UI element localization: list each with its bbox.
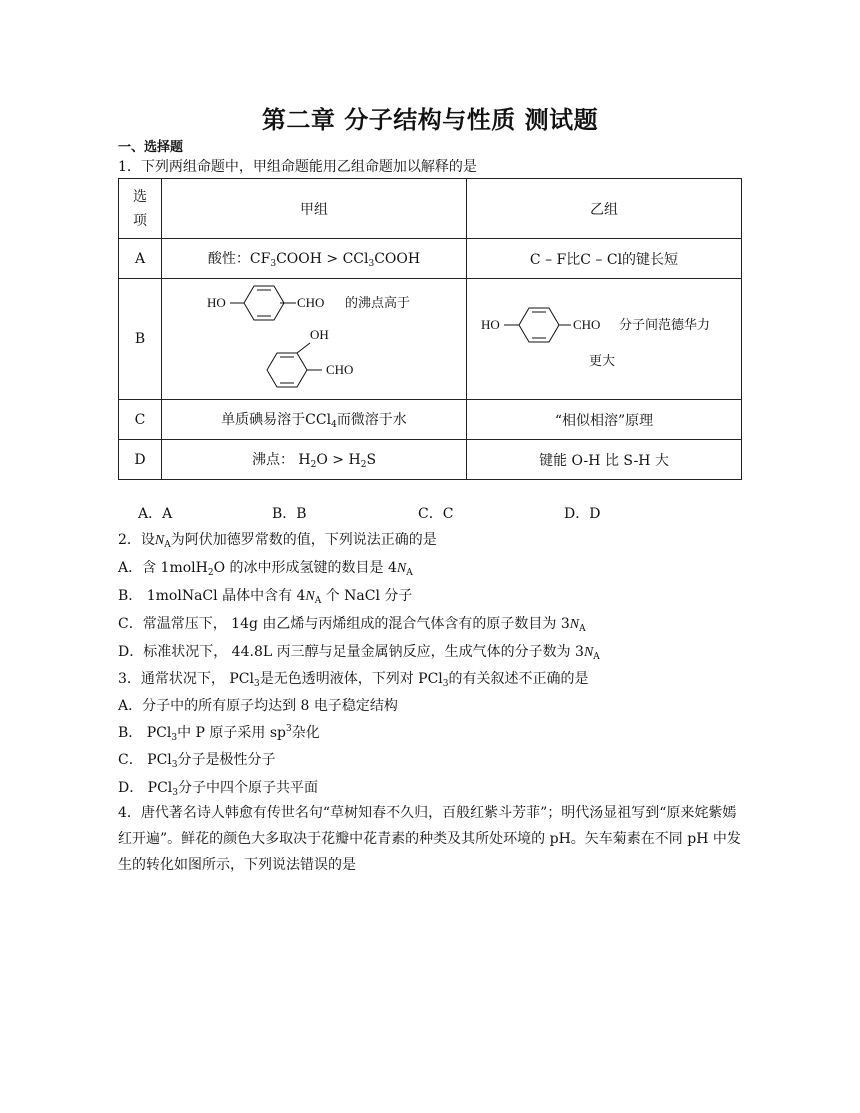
svg-text:HO: HO	[481, 317, 500, 332]
row-a-yi: C – F比C – Cl的键长短	[467, 239, 742, 279]
table-row	[119, 279, 742, 400]
q2-option-b: B． 1molNaCl 晶体中含有 $4N_A$ 个 NaCl 分子	[118, 588, 413, 606]
svg-text:CHO: CHO	[297, 295, 325, 310]
q2-option-c: C．常温常压下， 14g 由乙烯与丙烯组成的混合气体含有的原子数目为 $3N_A$	[118, 616, 586, 634]
hydroxybenzaldehyde-structures	[162, 279, 466, 399]
row-label: A	[119, 239, 162, 279]
svg-text:更大: 更大	[589, 353, 616, 368]
svg-text:CHO: CHO	[326, 362, 354, 377]
table-row	[119, 400, 742, 440]
q1-option-d: D．D	[564, 506, 601, 522]
header-yi: 乙组	[467, 179, 742, 239]
para-hydroxybenzaldehyde-structure	[467, 279, 741, 399]
q4-stem: 4．唐代著名诗人韩愈有传世名句“草树知春不久归，百般红紫斗芳菲”；明代汤显祖写到“原来姹紫嫣红开遍”。鲜花的颜色大多取决于花瓣中花青素的种类及其所处环境的 pH。矢车菊素在不同 pH 中发生的转化如图所示，下列说法错误的是	[118, 805, 741, 873]
page-title: 第二章 分子结构与性质 测试题	[261, 105, 599, 134]
row-label: C	[119, 400, 162, 440]
q2-stem: 2．设$N_A$为阿伏加德罗常数的值，下列说法正确的是	[118, 532, 437, 550]
q1-stem: 1．下列两组命题中，甲组命题能用乙组命题加以解释的是	[118, 159, 477, 175]
row-label: B	[119, 279, 162, 400]
table-row	[119, 239, 742, 279]
row-c-yi: “相似相溶”原理	[467, 400, 742, 440]
q3-option-a: A．分子中的所有原子均达到 8 电子稳定结构	[118, 698, 398, 714]
q3-option-c: C． PCl$_3$分子是极性分子	[118, 752, 276, 770]
row-b-jia	[162, 279, 467, 400]
row-b-yi	[467, 279, 742, 400]
svg-text:OH: OH	[310, 327, 329, 342]
q3-option-d: D． PCl$_3$分子中四个原子共平面	[118, 780, 319, 798]
q1-option-a: A．A	[138, 506, 173, 522]
q1-option-b: B．B	[272, 506, 307, 522]
q1-option-c: C．C	[418, 506, 454, 522]
q1-table	[118, 178, 742, 480]
svg-text:CHO: CHO	[573, 317, 601, 332]
q2-option-a: A．含 1molH$_2$O 的冰中形成氢键的数目是 $4N_A$	[118, 560, 413, 578]
header-jia: 甲组	[162, 179, 467, 239]
header-option-cell: 选 项	[119, 179, 162, 239]
row-label: D	[119, 440, 162, 480]
svg-text:HO: HO	[207, 295, 226, 310]
q3-option-b: B． PCl$_3$中 P 原子采用 $sp^3$杂化	[118, 724, 320, 743]
section-heading: 一、选择题	[118, 140, 184, 155]
row-d-jia: 沸点： $H_2O > H_2S$	[162, 440, 467, 480]
row-d-yi: 键能 O-H 比 S-H 大	[467, 440, 742, 480]
ortho-hydroxybenzaldehyde	[267, 327, 353, 387]
q3-stem: 3．通常状况下， PCl$_3$是无色透明液体，下列对 PCl$_3$的有关叙述不正确的是	[118, 671, 589, 689]
svg-text:分子间范德华力: 分子间范德华力	[619, 317, 711, 332]
q2-option-d: D．标准状况下， 44.8L 丙三醇与足量金属钠反应，生成气体的分子数为 $3N_A$	[118, 644, 600, 662]
row-c-jia: 单质碘易溶于CCl$_4$而微溶于水	[162, 400, 467, 440]
row-a-jia: 酸性：$CF_3COOH$ > CCl$_3$COOH	[162, 239, 467, 279]
table-row	[119, 440, 742, 480]
para-hydroxybenzaldehyde	[207, 286, 410, 320]
svg-text:的沸点高于: 的沸点高于	[345, 295, 411, 310]
